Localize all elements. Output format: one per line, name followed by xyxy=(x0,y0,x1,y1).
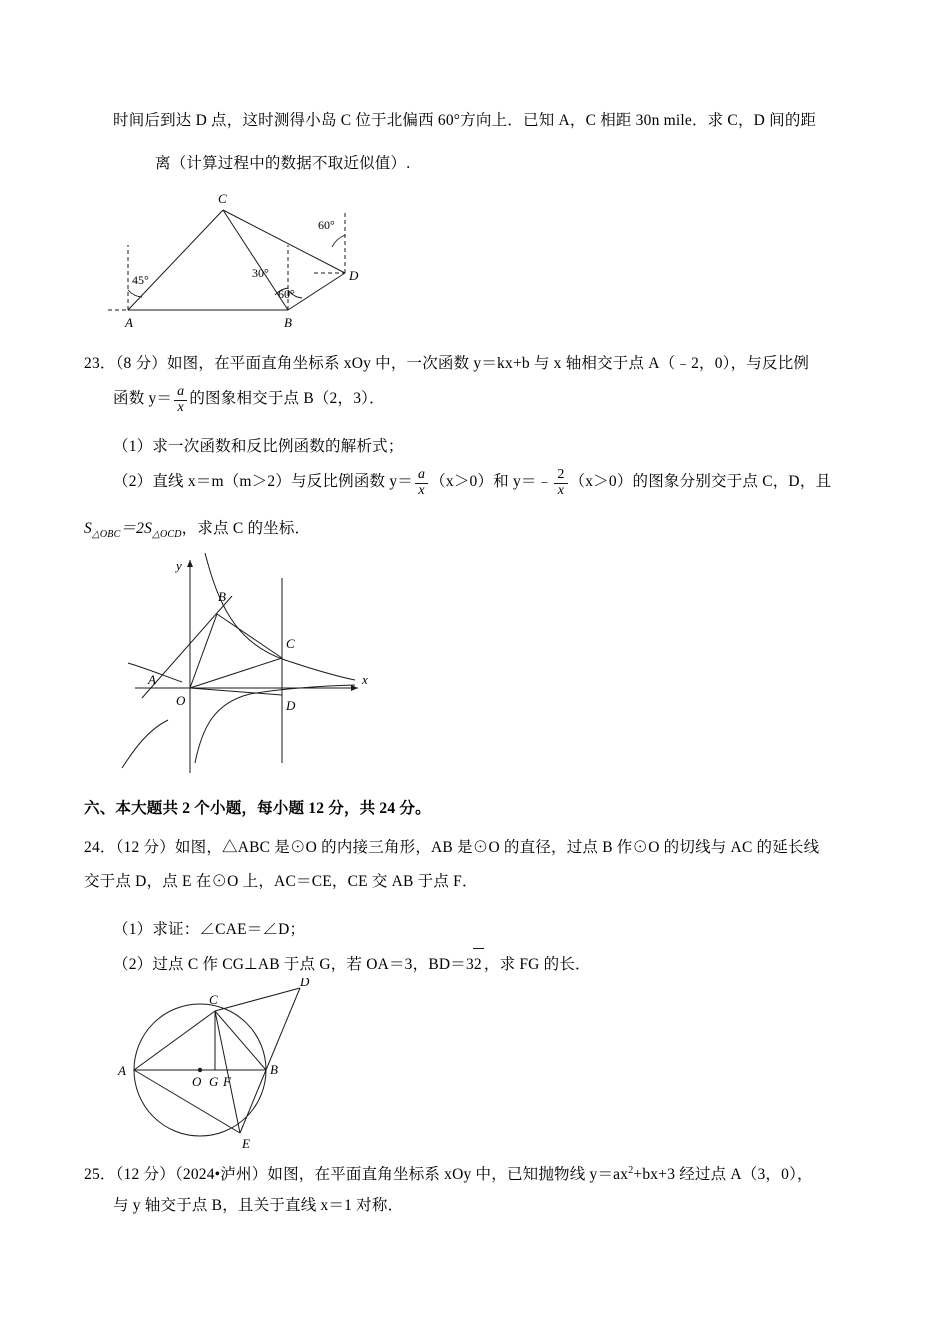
fig24-label-A: A xyxy=(118,1063,126,1078)
fig23-label-D: D xyxy=(286,698,296,713)
q23-s-sub1: △OBC xyxy=(91,529,121,541)
q23-s-symbol: S xyxy=(84,520,92,537)
q24-sqrt-value: 2 xyxy=(473,956,482,973)
fig24-label-C: C xyxy=(209,992,218,1007)
q24-sub1 xyxy=(113,914,950,946)
q25-line1-post: +bx+3 经过点 A（3，0）， xyxy=(633,1166,813,1184)
figure-23 xyxy=(110,548,390,778)
q23-f2-num: 2 xyxy=(557,467,565,482)
q24-sqrt-2 xyxy=(473,948,484,981)
q23-sub1 xyxy=(113,431,943,463)
fig24-label-B: B xyxy=(270,1062,278,1077)
q23-frac-num: a xyxy=(177,384,185,399)
q23-line1-text: 23．（8 分）如图，在平面直角坐标系 xOy 中，一次函数 y＝kx+b 与 x 轴相交于点 A（﹣2，0），与反比例 xyxy=(84,355,810,372)
q22-line1 xyxy=(113,105,903,137)
q24-line1 xyxy=(84,832,924,864)
q24-sub1-text: （1）求证：∠CAE＝∠D； xyxy=(113,921,306,938)
figure-22 xyxy=(100,185,420,335)
fig22-label-A: A xyxy=(125,315,133,330)
section-6-text: 六、本大题共 2 个小题，每小题 12 分，共 24 分。 xyxy=(84,800,431,817)
q23-s-post: ，求点 C 的坐标． xyxy=(181,520,311,537)
q23-line2-post: 的图象相交于点 B（2，3）． xyxy=(189,390,385,407)
q25-line1-pre: 25．（12 分）（2024•泸州）如图，在平面直角坐标系 xOy 中，已知抛物线 y＝ax xyxy=(84,1166,629,1184)
q23-frac-den: x xyxy=(174,400,187,416)
q23-sub1-text: （1）求一次函数和反比例函数的解析式； xyxy=(113,438,404,455)
q23-fraction-2-over-x xyxy=(554,468,567,498)
fig24-label-D: D xyxy=(300,978,310,989)
q25-line1 xyxy=(84,1155,929,1191)
q23-f1-den: x xyxy=(415,483,428,499)
fig22-label-B: B xyxy=(284,315,292,330)
fig23-label-A: A xyxy=(148,672,156,687)
fig22-angle-60b: 60° xyxy=(278,287,295,301)
q23-line2 xyxy=(113,383,943,415)
fig23-label-x: x xyxy=(362,672,368,687)
figure-24 xyxy=(110,978,410,1153)
fig22-angle-45: 45° xyxy=(132,273,149,287)
q25-line2 xyxy=(113,1190,950,1222)
q23-s-sub2: △OCD xyxy=(152,529,182,541)
q24-line1-text: 24．（12 分）如图，△ABC 是⊙O 的内接三角形，AB 是⊙O 的直径，过点 B 作⊙O 的切线与 AC 的延长线 xyxy=(84,839,820,856)
q23-sub2-pre: （2）直线 x＝m（m＞2）与反比例函数 y＝ xyxy=(113,473,413,490)
fig23-label-O: O xyxy=(176,693,186,708)
q23-line2-pre: 函数 y＝ xyxy=(113,390,173,407)
q24-line2-text: 交于点 D，点 E 在⊙O 上，AC＝CE，CE 交 AB 于点 F． xyxy=(84,873,478,890)
q25-line2-text: 与 y 轴交于点 B，且关于直线 x＝1 对称． xyxy=(113,1197,404,1214)
q23-fraction-a-over-x xyxy=(174,385,187,415)
fig22-angle-60d: 60° xyxy=(318,218,335,232)
q25-exponent: 2 xyxy=(628,1165,634,1176)
q23-s-mid: ＝2S xyxy=(120,520,153,537)
q23-line1 xyxy=(84,348,914,380)
fig22-angle-30: 30° xyxy=(252,266,269,280)
q24-sub2 xyxy=(113,948,950,981)
fig24-label-O: O xyxy=(192,1074,202,1089)
q22-line2 xyxy=(155,148,945,180)
figure-22-svg xyxy=(100,185,420,335)
q23-sub2-mid: （x＞0）和 y＝﹣ xyxy=(430,473,553,490)
q22-line1-text: 时间后到达 D 点，这时测得小岛 C 位于北偏西 60°方向上．已知 A，C 相距 30n mile．求 C，D 间的距 xyxy=(113,112,817,129)
q23-sub2-post: （x＞0）的图象分别交于点 C，D，且 xyxy=(569,473,832,490)
fig23-label-y: y xyxy=(176,558,182,573)
fig23-label-C: C xyxy=(286,636,295,651)
q24-line2 xyxy=(84,866,924,898)
q22-line2-text: 离（计算过程中的数据不取近似值）. xyxy=(155,155,411,172)
figure-24-svg xyxy=(110,978,410,1153)
q24-sub2-post: ，求 FG 的长． xyxy=(483,956,591,973)
fig22-label-D: D xyxy=(349,268,359,283)
fig24-label-E: E xyxy=(242,1136,250,1151)
fig22-label-C: C xyxy=(218,191,227,206)
q23-f1-num: a xyxy=(417,467,426,482)
fig23-label-B: B xyxy=(218,589,226,604)
figure-23-svg xyxy=(110,548,390,778)
fig24-label-G: G xyxy=(209,1074,219,1089)
section-6-heading xyxy=(84,793,914,825)
q23-fraction-a-over-x-2 xyxy=(415,468,428,498)
q23-sub2 xyxy=(113,466,943,498)
q23-sub3 xyxy=(84,513,914,551)
fig24-label-F: F xyxy=(223,1074,231,1089)
q24-sub2-pre: （2）过点 C 作 CG⊥AB 于点 G，若 OA＝3，BD＝3 xyxy=(113,956,474,973)
q23-f2-den: x xyxy=(554,483,567,499)
